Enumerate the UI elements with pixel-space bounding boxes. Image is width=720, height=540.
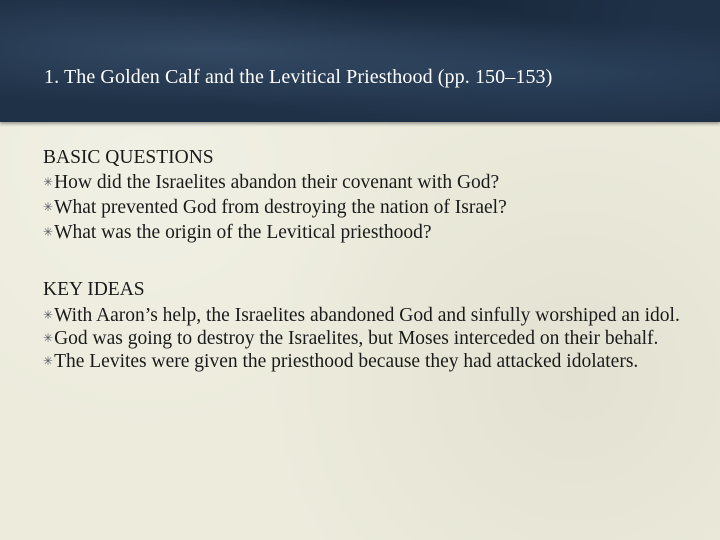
asterisk-bullet-icon: ✳ [43, 331, 54, 345]
title-banner [0, 0, 720, 122]
basic-question-text: What prevented God from destroying the nation of Israel? [54, 197, 507, 218]
basic-questions-heading: BASIC QUESTIONS [43, 147, 214, 168]
basic-question-item [43, 220, 683, 245]
key-idea-text: With Aaron’s help, the Israelites abandoned God and sinfully worshiped an idol. [54, 305, 680, 326]
key-ideas-section [43, 278, 683, 373]
basic-question-text: How did the Israelites abandon their covenant with God? [54, 172, 500, 193]
basic-question-item [43, 170, 683, 195]
asterisk-bullet-icon: ✳ [43, 225, 54, 239]
asterisk-bullet-icon: ✳ [43, 354, 54, 368]
asterisk-bullet-icon: ✳ [43, 308, 54, 322]
basic-questions-section [43, 146, 683, 245]
asterisk-bullet-icon: ✳ [43, 175, 54, 189]
key-idea-text: God was going to destroy the Israelites, but Moses interceded on their behalf. [54, 328, 659, 349]
key-idea-item [43, 304, 683, 327]
basic-question-text: What was the origin of the Levitical priesthood? [54, 222, 432, 243]
key-idea-item [43, 350, 683, 373]
basic-question-item [43, 195, 683, 220]
slide-title: 1. The Golden Calf and the Levitical Priesthood (pp. 150–153) [44, 66, 553, 88]
key-idea-text: The Levites were given the priesthood because they had attacked idolaters. [54, 351, 639, 372]
asterisk-bullet-icon: ✳ [43, 200, 54, 214]
key-idea-item [43, 327, 683, 350]
key-ideas-heading: KEY IDEAS [43, 279, 145, 300]
